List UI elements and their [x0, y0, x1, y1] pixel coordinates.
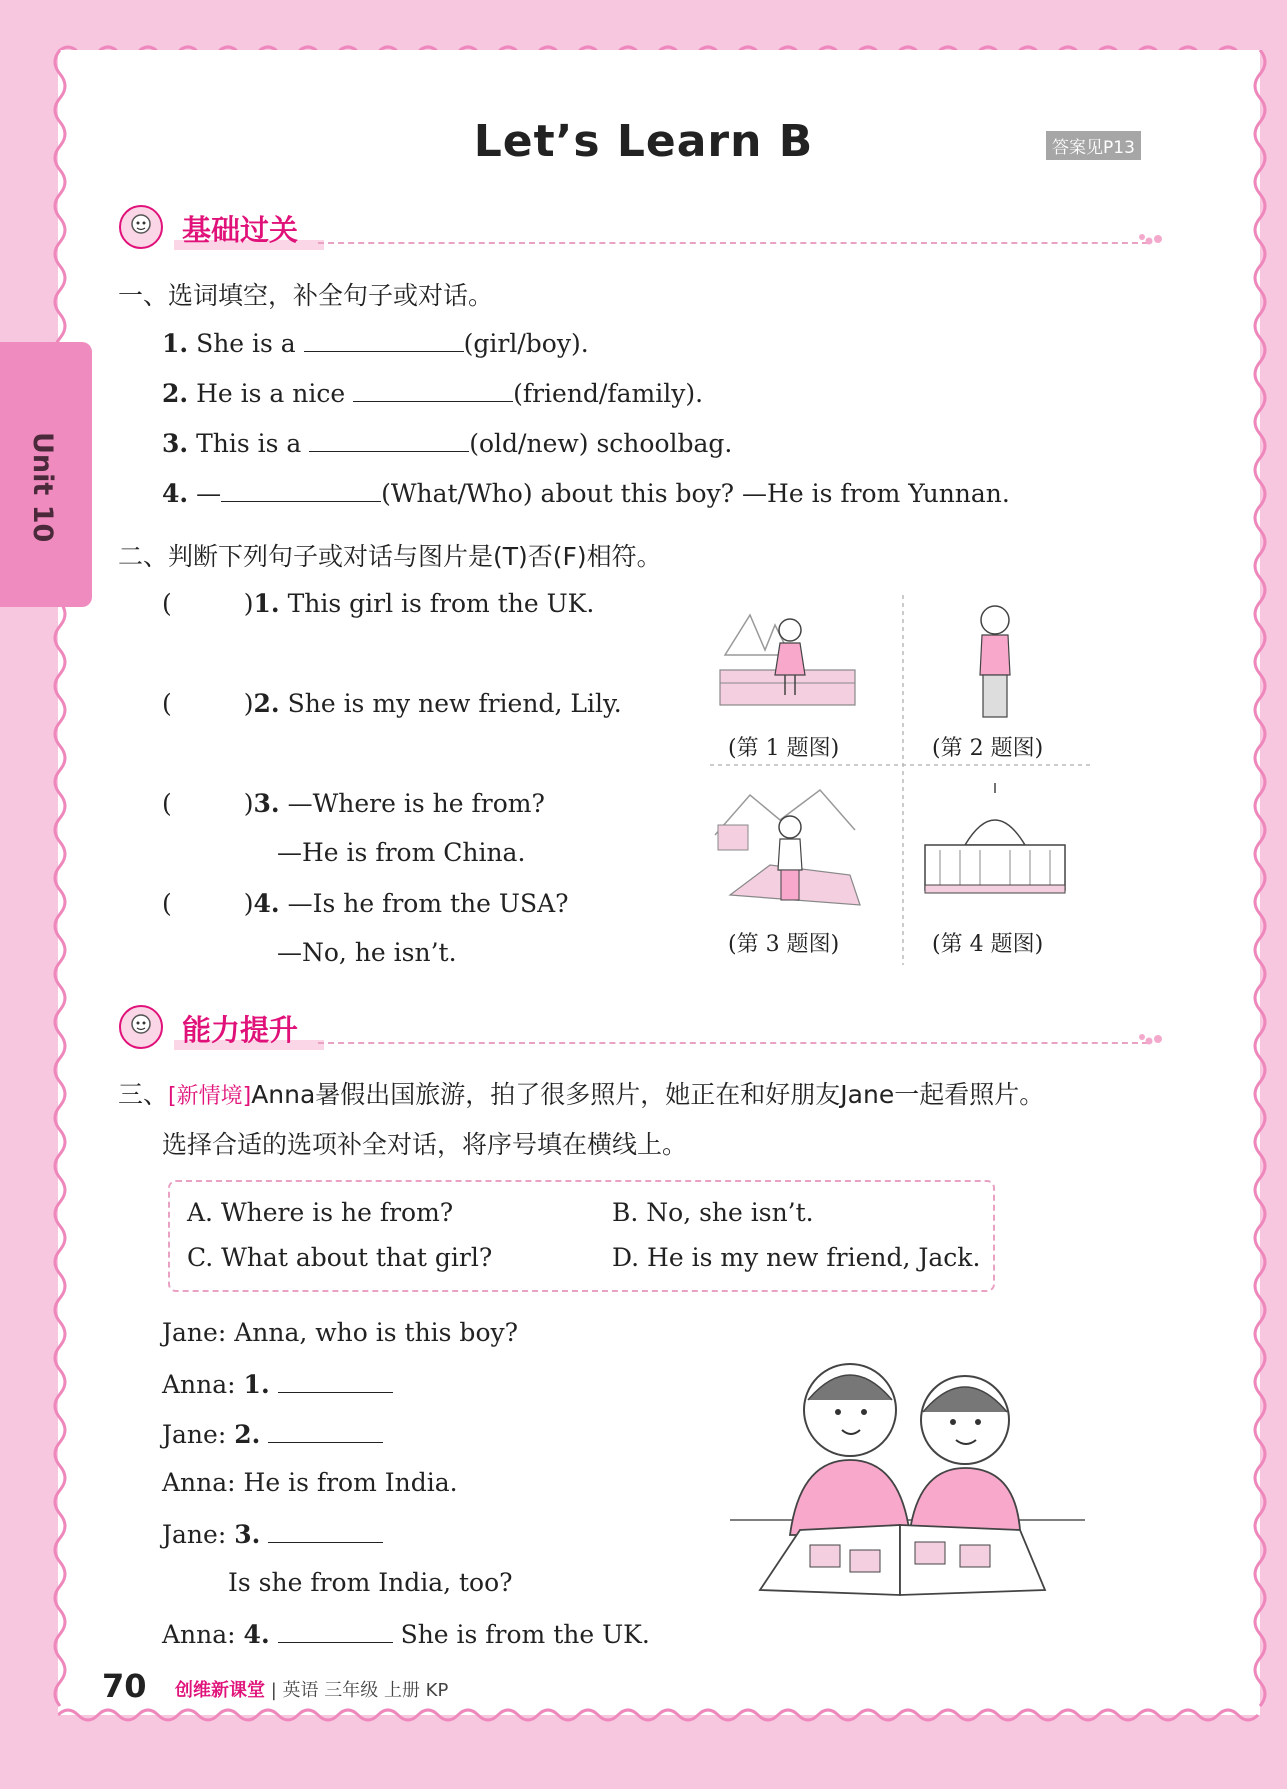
picture-grid	[710, 595, 1090, 965]
part3-instruction-line1: 三、[新情境]Anna暑假出国旅游，拍了很多照片，她正在和好朋友Jane一起看照片。	[118, 1080, 1045, 1109]
answer-blank[interactable]	[309, 427, 469, 452]
tf-answer-slot[interactable]	[172, 888, 244, 912]
page-number: 70	[102, 1667, 147, 1705]
capitol-building-picture	[925, 783, 1065, 893]
answer-blank[interactable]	[278, 1618, 393, 1643]
unit-tab-label: Unit 10	[27, 432, 58, 543]
dialogue-line: Jane: Anna, who is this boy?	[162, 1318, 519, 1347]
dialogue-line: Anna: 4. She is from the UK.	[162, 1620, 650, 1649]
girls-looking-at-photos-picture	[730, 1350, 1085, 1605]
section-heading-label: 基础过关	[182, 213, 299, 247]
boy-at-great-wall-picture	[715, 790, 860, 905]
option-c: C. What about that girl?	[187, 1243, 493, 1272]
decor-dots-icon	[1137, 1032, 1163, 1046]
dialogue-line: Jane: 3.	[162, 1518, 383, 1549]
part2-item-4: ( )4. —Is he from the USA?	[162, 889, 569, 918]
answer-blank[interactable]	[268, 1518, 383, 1543]
option-d: D. He is my new friend, Jack.	[612, 1243, 981, 1272]
dialogue-line: Jane: 2.	[162, 1418, 383, 1449]
part2-item-3: ( )3. —Where is he from?	[162, 789, 545, 818]
part2-instruction: 二、判断下列句子或对话与图片是(T)否(F)相符。	[118, 542, 662, 571]
picture-caption-3: (第 3 题图)	[728, 932, 840, 957]
decor-dots-icon	[1137, 232, 1163, 246]
answer-blank[interactable]	[278, 1368, 393, 1393]
part2-item-4-line2: —No, he isn’t.	[277, 938, 457, 967]
unit-tab	[0, 342, 92, 607]
section-heading-label: 能力提升	[182, 1013, 299, 1047]
dialogue-line: Anna: He is from India.	[162, 1468, 458, 1497]
section-heading-basic	[118, 202, 1163, 252]
page-title: Let’s Learn B	[473, 116, 814, 167]
footer-info: 创维新课堂 | 英语 三年级 上册 KP	[175, 1680, 449, 1701]
answer-blank[interactable]	[268, 1418, 383, 1443]
cartoon-avatar-icon	[118, 204, 164, 250]
boy-standing-picture	[980, 606, 1010, 717]
page-border-left	[50, 50, 70, 1715]
part1-item-3: 3. This is a (old/new) schoolbag.	[162, 429, 733, 458]
tf-answer-slot[interactable]	[172, 788, 244, 812]
part2-item-3-line2: —He is from China.	[277, 838, 526, 867]
answer-blank[interactable]	[221, 477, 381, 502]
tf-answer-slot[interactable]	[172, 688, 244, 712]
part1-instruction: 一、选词填空，补全句子或对话。	[118, 281, 494, 310]
answer-reference-badge: 答案见P13	[1046, 131, 1141, 160]
new-context-tag: [新情境]	[168, 1084, 252, 1109]
dialogue-line: Is she from India, too?	[228, 1568, 513, 1597]
part2-item-1: ( )1. This girl is from the UK.	[162, 589, 595, 618]
part3-instruction-line2: 选择合适的选项补全对话，将序号填在横线上。	[162, 1130, 688, 1159]
section-heading-advanced	[118, 1002, 1163, 1052]
option-b: B. No, she isn’t.	[612, 1198, 814, 1227]
page-border-bottom	[58, 1705, 1260, 1725]
answer-blank[interactable]	[353, 377, 513, 402]
part2-item-2: ( )2. She is my new friend, Lily.	[162, 689, 622, 718]
part1-item-1: 1. She is a (girl/boy).	[162, 329, 589, 358]
picture-caption-2: (第 2 题图)	[932, 736, 1044, 761]
girl-at-opera-house-picture	[720, 615, 855, 705]
part1-item-2: 2. He is a nice (friend/family).	[162, 379, 704, 408]
cartoon-avatar-icon	[118, 1004, 164, 1050]
picture-caption-1: (第 1 题图)	[728, 736, 840, 761]
part1-item-4: 4. — (What/Who) about this boy? —He is from Yunnan.	[162, 479, 1010, 508]
picture-caption-4: (第 4 题图)	[932, 932, 1044, 957]
answer-blank[interactable]	[304, 327, 464, 352]
dialogue-line: Anna: 1.	[162, 1368, 393, 1399]
options-box	[168, 1180, 995, 1292]
option-a: A. Where is he from?	[187, 1198, 454, 1227]
page-border-right	[1250, 50, 1270, 1715]
tf-answer-slot[interactable]	[172, 588, 244, 612]
